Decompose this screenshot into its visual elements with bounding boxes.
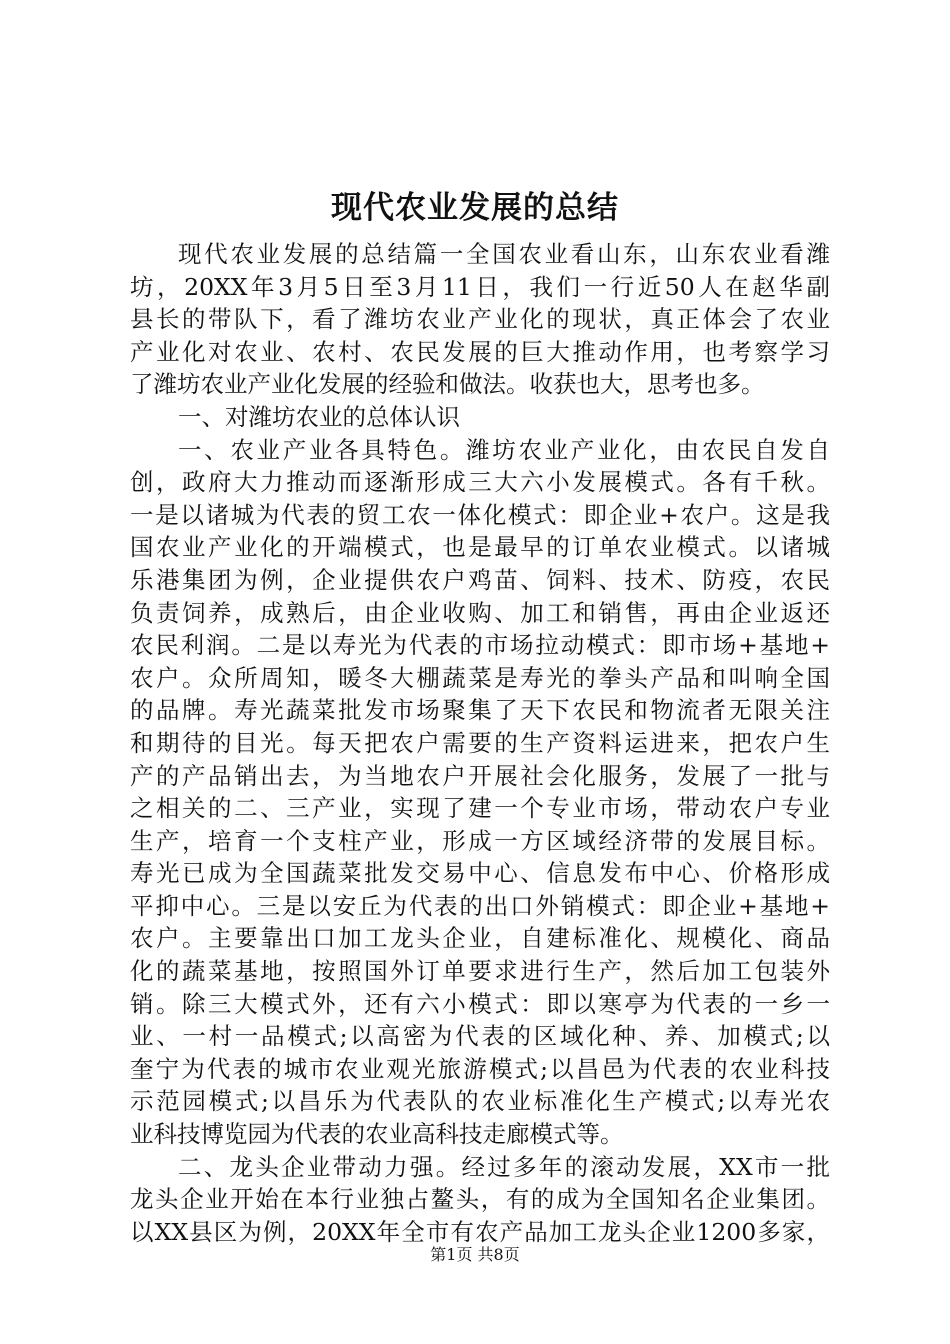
text-line: 国农业产业化的开端模式，也是最早的订单农业模式。以诸城 bbox=[130, 533, 830, 562]
text-line: 业、一村一品模式;以高密为代表的区域化种、养、加模式;以 bbox=[130, 1022, 830, 1051]
section-heading: 一、对潍坊农业的总体认识 bbox=[178, 402, 460, 431]
text-line: 农户。众所周知，暖冬大棚蔬菜是寿光的拳头产品和叫响全国 bbox=[130, 663, 830, 692]
text-line: 龙头企业开始在本行业独占鳌头，有的成为全国知名企业集团。 bbox=[130, 1185, 830, 1214]
text-line: 乐港集团为例，企业提供农户鸡苗、饲料、技术、防疫，农民 bbox=[130, 565, 830, 594]
text-line: 之相关的二、三产业，实现了建一个专业市场，带动农户专业 bbox=[130, 794, 830, 823]
text-line: 产业化对农业、农村、农民发展的巨大推动作用，也考察学习 bbox=[130, 337, 830, 366]
text-line: 生产，培育一个支柱产业，形成一方区域经济带的发展目标。 bbox=[130, 826, 830, 855]
text-line: 的品牌。寿光蔬菜批发市场聚集了天下农民和物流者无限关注 bbox=[130, 696, 830, 725]
text-line: 平抑中心。三是以安丘为代表的出口外销模式：即企业+基地+ bbox=[130, 891, 830, 920]
text-line: 奎宁为代表的城市农业观光旅游模式;以昌邑为代表的农业科技 bbox=[130, 1054, 830, 1083]
text-line: 负责饲养，成熟后，由企业收购、加工和销售，再由企业返还 bbox=[130, 598, 830, 627]
text-line: 农户。主要靠出口加工龙头企业，自建标准化、规模化、商品 bbox=[130, 924, 830, 953]
text-line: 农民利润。二是以寿光为代表的市场拉动模式：即市场+基地+ bbox=[130, 631, 830, 660]
document-title: 现代农业发展的总结 bbox=[331, 190, 619, 226]
text-line: 业科技博览园为代表的农业高科技走廊模式等。 bbox=[130, 1120, 624, 1149]
text-line: 县长的带队下，看了潍坊农业产业化的现状，真正体会了农业 bbox=[130, 305, 830, 334]
text-line: 寿光已成为全国蔬菜批发交易中心、信息发布中心、价格形成 bbox=[130, 859, 830, 888]
document-body bbox=[130, 238, 830, 1248]
text-line: 二、龙头企业带动力强。经过多年的滚动发展，XX市一批 bbox=[178, 1152, 830, 1181]
text-line: 现代农业发展的总结篇一全国农业看山东，山东农业看潍 bbox=[178, 240, 830, 268]
text-line: 以XX县区为例，20XX年全市有农产品加工龙头企业1200多家， bbox=[130, 1217, 830, 1246]
text-line: 示范园模式;以昌乐为代表队的农业标准化生产模式;以寿光农 bbox=[130, 1087, 830, 1116]
text-line: 产的产品销出去，为当地农户开展社会化服务，发展了一批与 bbox=[130, 761, 830, 790]
text-line: 了潍坊农业产业化发展的经验和做法。收获也大，思考也多。 bbox=[130, 370, 765, 399]
text-line: 一是以诸城为代表的贸工农一体化模式：即企业+农户。这是我 bbox=[130, 500, 830, 529]
text-line: 坊，20XX年3月5日至3月11日，我们一行近50人在赵华副 bbox=[130, 272, 830, 301]
text-line: 一、农业产业各具特色。潍坊农业产业化，由农民自发自 bbox=[178, 435, 830, 464]
text-line: 化的蔬菜基地，按照国外订单要求进行生产，然后加工包装外 bbox=[130, 957, 830, 986]
text-line: 创，政府大力推动而逐渐形成三大六小发展模式。各有千秋。 bbox=[130, 468, 830, 497]
text-line: 和期待的目光。每天把农户需要的生产资料运进来，把农户生 bbox=[130, 728, 830, 757]
text-line: 销。除三大模式外，还有六小模式：即以寒亭为代表的一乡一 bbox=[130, 989, 830, 1018]
page-footer: 第1页 共8页 bbox=[430, 1245, 520, 1264]
